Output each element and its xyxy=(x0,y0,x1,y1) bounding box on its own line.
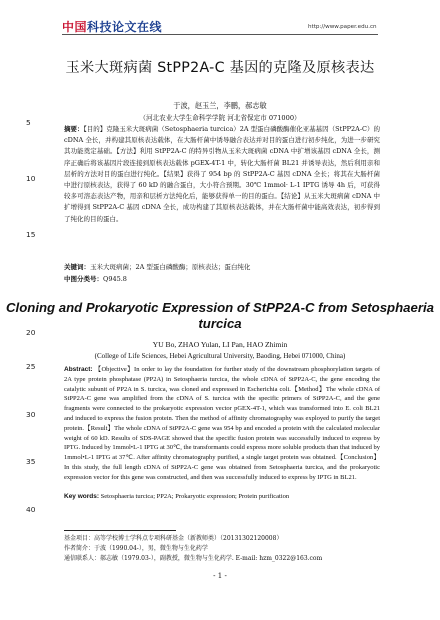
abstract-chinese-text: 【目的】克隆玉米大斑病菌（Setosphaeria turcica）2A 型蛋白磷酸酶催化亚基基因（StPP2A-C）的 cDNA 全长，并构建其原核表达载体，在大肠杆菌中诱导融合表达并对目的蛋白进行初步纯化，为进一步研究其功能奠定基础。【方法】利用 StPP2A-C 的特异引物从玉米大斑病菌 cDNA 中扩增该基因 cDNA 全长，测序正确后将该基因片段连接到原核表达载体 pGEX-4T-1 中，转化大肠杆菌 BL21 并诱导表达，然后利用亲和层析的方法对目的蛋白进行纯化。【结果】获得了 954 bp 的 StPP2A-C 基因 cDNA 全长；将其在大肠杆菌中进行原核表达，获得了 60 kD 的融合蛋白，大小符合预期。30℃ 1mmol· L-1 IPTG 诱导 4h 后，可获得较多可溶态表达产物，用亲和层析方法纯化后，能够获得单一的目的蛋白。【结论】从玉米大斑病菌 cDNA 中扩增得到 StPP2A-C 基因 cDNA 全长，成功构建了其原核表达载体，并在大肠杆菌中能高效表达，初步得到了纯化的目的蛋白。 xyxy=(64,125,380,223)
authors-english: YU Bo, ZHAO Yulan, LI Pan, HAO Zhimin xyxy=(152,340,288,349)
affiliation-english: (College of Life Sciences, Hebei Agricultural University, Baoding, Hebei 071000, China) xyxy=(94,352,346,360)
line-number: 10 xyxy=(26,174,36,183)
journal-logo xyxy=(62,18,162,35)
abstract-chinese-label: 摘要： xyxy=(64,125,84,133)
line-number: 25 xyxy=(26,362,36,371)
page-header xyxy=(0,0,440,40)
footnote-author-bio: 作者简介：于波（1990.04-），男，微生物与生化药学 xyxy=(64,545,208,552)
footnote-contact: 通信联系人：郝志敏（1979.03-），副教授，微生物与生化药学. E-mail: hzm_0322@163.com xyxy=(64,555,323,562)
authors-chinese: 于波，赵玉兰，李鹏，郝志敏 xyxy=(173,101,267,110)
classification-code: Q945.8 xyxy=(103,275,127,283)
classification-label: 中图分类号： xyxy=(64,275,103,283)
line-number: 5 xyxy=(26,118,31,127)
line-number: 20 xyxy=(26,328,36,337)
keywords-english-label: Key words: xyxy=(64,493,100,500)
header-divider xyxy=(62,34,378,35)
footnote-divider xyxy=(64,530,176,531)
footnote-funding: 基金项目：高等学校博士学科点专项科研基金（新教师类）（20131302120008） xyxy=(64,535,283,542)
title-chinese: 玉米大斑病菌 StPP2A-C 基因的克隆及原核表达 xyxy=(65,60,375,76)
logo-blue-text: 科技论文在线 xyxy=(87,20,163,34)
abstract-english-label: Abstract: xyxy=(64,366,93,373)
abstract-chinese xyxy=(64,124,380,225)
keywords-english xyxy=(64,492,380,502)
line-number: 15 xyxy=(26,230,36,239)
keywords-english-text: Setosphaeria turcica; PP2A; Prokaryotic expression; Protein purification xyxy=(100,493,290,500)
abstract-english xyxy=(64,365,380,483)
page-number: - 1 - xyxy=(213,572,227,580)
abstract-english-text: 【Objective】In order to lay the foundation for further study of the downstream phosphorylation targets of 2A type protein phosphatase (PP2A) in Setosphaeria turcica, the whole cDNA of StPP2A-C, the gene encoding the catalytic subunit of PP2A in S. turcica, was cloned and expressed in Escherichia coli.【Method】The whole cDNA of StPP2A-C gene was amplified from the cDNA of S. turcica with the specific primers of StPP2A-C, and the gene fragments were connected to the prokaryotic expression vector pGEX-4T-1, which was transformed into E. coli BL21 and induced to express the fusion protein. Then the method of affinity chromatography was exployed to purify the target protein.【Result】The whole cDNA of StPP2A-C gene was 954 bp and encoded a protein with the calculated molecular weight of 60 kD. Results of SDS-PAGE showed that the specific fusion protein was successfully induced to express by IPTG. Induced by 1mmol•L-1 IPTG at 30℃, the transformants could express more soluble products than that induced by 1mmol•L-1 IPTG at 37℃. After affinity chromatography purified, a single target protein was obtained.【Conclusion】In this study, the full length cDNA of StPP2A-C gene was obtained from Setosphaeria turcica, and the prokaryotic expression vector for this gene was constructed, and then was successfully induced to express by IPTG in BL21. xyxy=(64,366,380,481)
line-number: 35 xyxy=(26,457,36,466)
keywords-chinese xyxy=(64,262,380,273)
classification-chinese xyxy=(64,274,380,285)
line-number: 40 xyxy=(26,505,36,514)
line-number: 30 xyxy=(26,410,36,419)
keywords-chinese-text: 玉米大斑病菌；2A 型蛋白磷酸酶；原核表达；蛋白纯化 xyxy=(90,263,251,271)
title-english: Cloning and Prokaryotic Expression of StPP2A-C from Setosphaeria turcica xyxy=(6,300,434,331)
affiliation-chinese: （河北农业大学生命科学学院 河北省保定市 071000） xyxy=(139,114,301,122)
keywords-chinese-label: 关键词： xyxy=(64,263,90,271)
logo-red-text: 中国 xyxy=(62,20,88,34)
header-url[interactable]: http://www.paper.edu.cn xyxy=(308,24,377,30)
